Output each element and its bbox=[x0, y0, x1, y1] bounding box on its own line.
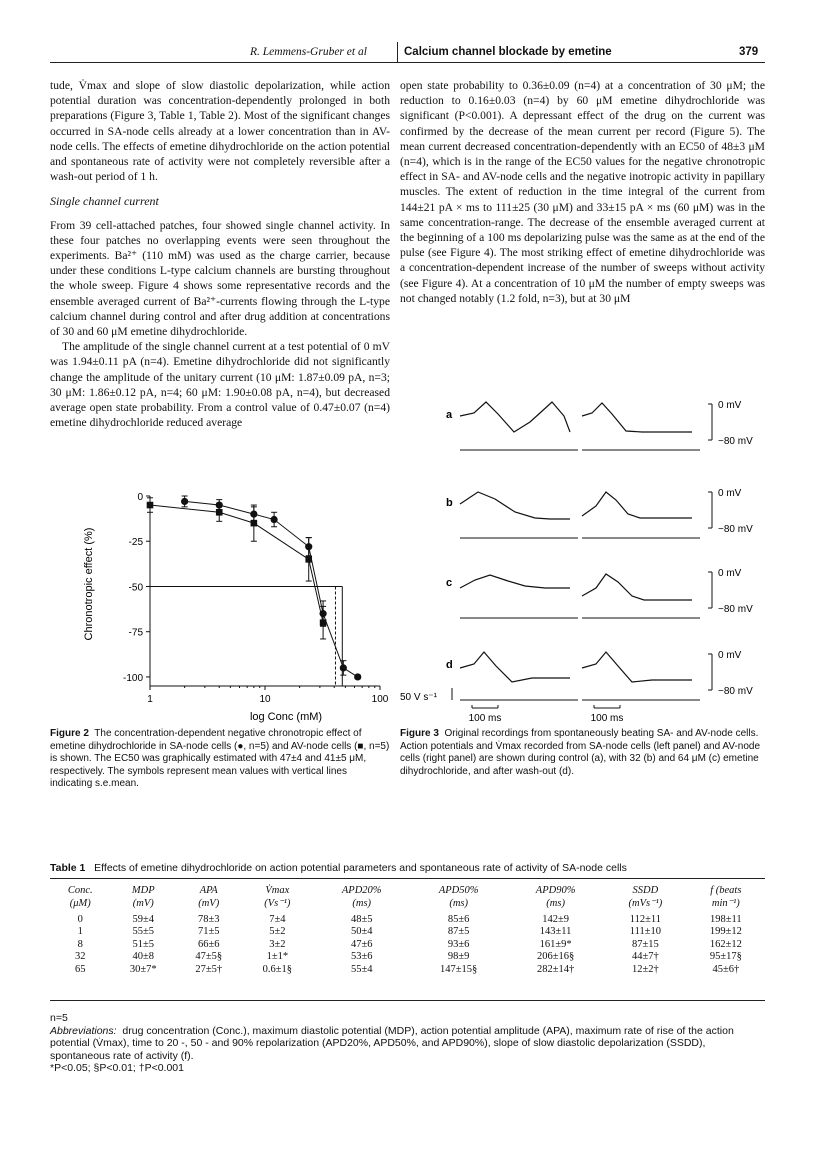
x-tick-label: 100 bbox=[371, 694, 389, 705]
table-row bbox=[50, 951, 765, 963]
x-axis-label: log Conc (mM) bbox=[249, 711, 323, 723]
table-header-line: (mVs⁻¹) bbox=[628, 898, 663, 909]
table-cell: 143±11 bbox=[539, 926, 572, 938]
x-tick-label: 1 bbox=[147, 694, 153, 705]
action-potential-trace bbox=[582, 403, 692, 432]
figure-3-recordings bbox=[400, 388, 765, 724]
table-header-cell bbox=[176, 884, 241, 914]
table-header-line: MDP bbox=[131, 885, 155, 896]
ec50-lines bbox=[150, 586, 342, 686]
table-header-cell bbox=[50, 884, 111, 914]
table-notes bbox=[50, 1012, 765, 1075]
data-point-sa bbox=[181, 498, 188, 505]
figure-2-caption bbox=[50, 728, 390, 791]
recording-rows bbox=[446, 400, 753, 700]
table-cell: 142±9 bbox=[542, 914, 569, 925]
table-header-line: APA bbox=[199, 885, 218, 896]
table-cell: 162±12 bbox=[709, 938, 742, 950]
table-header-cell bbox=[410, 884, 507, 914]
action-potential-trace bbox=[460, 492, 570, 519]
zero-mv-label: 0 mV bbox=[718, 650, 742, 661]
y-tick-label: -25 bbox=[128, 537, 143, 549]
table-cell: 282±14† bbox=[536, 963, 575, 975]
data-point-sa bbox=[271, 516, 278, 523]
table-cell: 50±4 bbox=[350, 926, 373, 938]
minus-80-mv-label: −80 mV bbox=[718, 604, 753, 615]
table-cell: 87±15 bbox=[631, 938, 659, 950]
x-tick-label: 10 bbox=[259, 694, 271, 705]
y-tick-label: -100 bbox=[122, 672, 143, 684]
table-header-line: V̇max bbox=[265, 885, 290, 896]
table-header-cell bbox=[604, 884, 687, 914]
right-paragraph-1: open state probability to 0.36±0.09 (n=4) at a concentration of 30 μM; the reduction to 0.16±0.03 (n=4) by 60 μM emetine dihydrochloride was significant (P<0.001). A depressant effect of the drug on the current was confirmed by the decrease of the mean current per record (Figure 5). The mean current decreased concentration-dependently with an EC50 of 48±3 μM (n=4), which is in the range of the EC50 values for the negative chronotropic effect in SA- and AV-node cells and the negative inotropic activity in papillary muscles. The extent of reduction in the time integral of the current from 144±21 pA × ms to 111±25 (30 μM) and 33±15 pA × ms (60 μM) was in the same concentration-range. The decrease of the ensemble averaged current at the beginning of a 100 ms depolarizing pulse was the same as at the end of the pulse (see Figure 4). The most striking effect of emetine dihydrochloride was a concentration-dependent increase of the number of sweeps without activity (see Figure 4). At a concentration of 10 μM the number of empty sweeps was not changed notably (1.2 fold, n=3), but at 30 μM bbox=[400, 79, 765, 305]
table-bottom-rule bbox=[50, 1000, 765, 1001]
table-header-line: APD20% bbox=[341, 885, 382, 896]
table-cell: 32 bbox=[75, 951, 86, 963]
table-abbreviations bbox=[50, 1025, 765, 1063]
table-cell: 40±8 bbox=[132, 951, 155, 963]
table-cell: 30±7* bbox=[129, 963, 157, 975]
figure-2-chart bbox=[50, 484, 390, 724]
table-header-line: Conc. bbox=[67, 885, 93, 896]
table-header-cell bbox=[313, 884, 410, 914]
minus-80-mv-label: −80 mV bbox=[718, 524, 753, 535]
table-header-cell bbox=[687, 884, 765, 914]
table-cell: 161±9* bbox=[539, 938, 572, 950]
left-paragraph-1: tude, V̇max and slope of slow diastolic depolarization, while action potential duration was concentration-dependently prolonged in both preparations (Figure 3, Table 1, Table 2). Most of the significant changes occurred in SA-node cells already at a lower concentration than in AV-node cells. The effects of emetine dihydrochloride on the action potential and spontaneous rate of activity were not completely reversible after a wash-out period of 1 h. bbox=[50, 79, 390, 184]
table-header-cell bbox=[507, 884, 604, 914]
table-cell: 199±12 bbox=[709, 926, 742, 938]
table-cell: 78±3 bbox=[197, 914, 220, 925]
table-cell: 5±2 bbox=[269, 926, 286, 938]
y-axis-label: Chronotropic effect (%) bbox=[83, 527, 95, 641]
figure-3-label: Figure 3 bbox=[400, 728, 439, 739]
action-potential-trace bbox=[460, 575, 570, 588]
time-scale-label: 100 ms bbox=[590, 713, 624, 724]
time-scale-label: 100 ms bbox=[468, 713, 502, 724]
table-row bbox=[50, 914, 765, 926]
table-header-line: SSDD bbox=[632, 885, 659, 896]
series-line-sa bbox=[185, 501, 358, 677]
header-rule bbox=[50, 62, 765, 63]
table-1 bbox=[50, 884, 765, 976]
table-cell: 87±5 bbox=[447, 926, 470, 938]
chart-marks bbox=[147, 496, 362, 681]
data-point-sa bbox=[354, 673, 361, 680]
row-label-b: b bbox=[446, 497, 453, 509]
zero-mv-label: 0 mV bbox=[718, 400, 742, 411]
table-cell: 45±6† bbox=[712, 963, 740, 975]
abbrev-label: Abbreviations: bbox=[50, 1024, 117, 1037]
table-row bbox=[50, 939, 765, 951]
figure-3-caption bbox=[400, 728, 765, 778]
action-potential-trace bbox=[460, 402, 570, 432]
scale-bars bbox=[400, 688, 623, 724]
table-header-line: (ms) bbox=[352, 898, 372, 909]
table-cell: 55±4 bbox=[350, 963, 373, 975]
table-cell: 55±5 bbox=[132, 926, 155, 938]
table-cell: 112±11 bbox=[629, 914, 661, 925]
table-1-title-text: Effects of emetine dihydrochloride on action potential parameters and spontaneous rate of activity of SA-node cells bbox=[94, 862, 627, 874]
y-tick-label: 0 bbox=[137, 492, 143, 503]
row-label-d: d bbox=[446, 659, 453, 671]
action-potential-trace bbox=[582, 492, 692, 518]
table-header-line: f (beats bbox=[710, 885, 742, 896]
running-head-author: R. Lemmens-Gruber et al bbox=[250, 46, 367, 58]
header-divider bbox=[397, 42, 398, 62]
data-point-av bbox=[147, 502, 154, 509]
row-label-c: c bbox=[446, 577, 453, 589]
table-cell: 48±5 bbox=[350, 914, 373, 925]
table-1-label: Table 1 bbox=[50, 862, 86, 874]
action-potential-trace bbox=[582, 652, 692, 682]
table-row bbox=[50, 964, 765, 976]
table-cell: 59±4 bbox=[132, 914, 155, 925]
table-header-line: (ms) bbox=[449, 898, 468, 909]
table-header-line: (mV) bbox=[198, 898, 220, 909]
table-cell: 8 bbox=[77, 938, 83, 950]
table-header-line: APD50% bbox=[438, 885, 479, 896]
table-cell: 12±2† bbox=[631, 963, 659, 975]
table-cell: 71±5 bbox=[197, 926, 220, 938]
table-significance: *P<0.05; §P<0.01; †P<0.001 bbox=[50, 1062, 184, 1074]
table-n-note: n=5 bbox=[50, 1012, 68, 1024]
data-point-av bbox=[216, 509, 223, 516]
vmax-scale-label: 50 V s⁻¹ bbox=[400, 692, 437, 703]
table-top-rule bbox=[50, 878, 765, 879]
data-point-av bbox=[305, 556, 312, 563]
table-header-line: (ms) bbox=[546, 898, 565, 909]
table-cell: 51±5 bbox=[132, 938, 155, 950]
y-tick-label: -75 bbox=[128, 627, 143, 639]
table-header-line: (μM) bbox=[69, 898, 91, 909]
left-column bbox=[50, 78, 390, 430]
left-paragraph-2: From 39 cell-attached patches, four showed single channel activity. In these four patches no overlapping events were seen throughout the experiments. Ba²⁺ (110 mM) was used as the charge carrier, because under these conditions L-type calcium channels are bursting throughout the whole sweep. Figure 4 shows some representative records and the ensemble averaged current of Ba²⁺-currents flowing through the L-type calcium channel during control and after drug addition at concentrations of 30 and 60 μM emetine dihydrochloride. bbox=[50, 218, 390, 339]
table-cell: 47±6 bbox=[350, 938, 373, 950]
table-cell: 66±6 bbox=[197, 938, 220, 950]
right-column bbox=[400, 78, 765, 306]
abbrev-text: drug concentration (Conc.), maximum diastolic potential (MDP), action potential amplitude (APA), maximum rate of rise of the action potential (V̇max), time to 20 -, 50 - and 90% repolarization (APD20%, APD50%, and APD90%), slope of slow diastolic depolarization (SSDD), spontaneous rate of activity (f). bbox=[50, 1024, 734, 1062]
table-cell: 206±16§ bbox=[536, 951, 575, 963]
row-label-a: a bbox=[446, 409, 453, 421]
table-cell: 93±6 bbox=[447, 938, 470, 950]
table-cell: 27±5† bbox=[195, 963, 223, 975]
minus-80-mv-label: −80 mV bbox=[718, 436, 753, 447]
table-cell: 47±5§ bbox=[195, 951, 223, 963]
table-cell: 95±17§ bbox=[709, 951, 742, 963]
table-row bbox=[50, 926, 765, 938]
table-cell: 198±11 bbox=[710, 914, 742, 925]
table-1-title bbox=[50, 862, 627, 874]
series-line-av bbox=[150, 505, 323, 623]
table-cell: 85±6 bbox=[447, 914, 470, 925]
table-cell: 7±4 bbox=[269, 914, 286, 925]
data-point-sa bbox=[340, 664, 347, 671]
table-cell: 1 bbox=[77, 926, 83, 938]
table-header-line: (mV) bbox=[132, 898, 154, 909]
action-potential-trace bbox=[582, 574, 692, 600]
table-cell: 0 bbox=[77, 914, 83, 925]
section-heading: Single channel current bbox=[50, 194, 159, 209]
data-point-av bbox=[251, 520, 258, 527]
table-cell: 147±15§ bbox=[440, 963, 478, 975]
table-cell: 111±10 bbox=[629, 926, 661, 938]
table-header-line: min⁻¹) bbox=[711, 898, 740, 909]
figure-2-label: Figure 2 bbox=[50, 728, 89, 739]
table-cell: 44±7† bbox=[631, 951, 659, 963]
zero-mv-label: 0 mV bbox=[718, 568, 742, 579]
figure-3-caption-text: Original recordings from spontaneously beating SA- and AV-node cells. Action potentials and V̇max recorded from SA-node cells (left panel) and AV-node cells (right panel) are shown during control (a), with 32 (b) and 64 μM (c) emetine dihydrochloride, and after wash-out (d). bbox=[400, 728, 761, 777]
left-paragraph-3: The amplitude of the single channel current at a test potential of 0 mV was 1.94±0.11 pA (n=4). Emetine dihydrochloride did not significantly change the amplitude of the unitary current (10 μM: 1.87±0.09 pA, n=3; 30 μM: 1.86±0.12 pA, n=4; 60 μM: 1.90±0.08 pA, n=4), but decreased average open state probability. From a control value of 0.47±0.07 (n=4) emetine dihydrochloride reduced average bbox=[50, 340, 390, 430]
data-point-av bbox=[320, 619, 327, 626]
zero-mv-label: 0 mV bbox=[718, 488, 742, 499]
y-tick-label: -50 bbox=[128, 582, 143, 594]
table-cell: 53±6 bbox=[350, 951, 373, 963]
running-head-title: Calcium channel blockade by emetine bbox=[404, 46, 612, 58]
table-cell: 1±1* bbox=[266, 951, 289, 963]
table-cell: 3±2 bbox=[269, 938, 286, 950]
minus-80-mv-label: −80 mV bbox=[718, 686, 753, 697]
table-body bbox=[50, 914, 765, 976]
table-header-cell bbox=[111, 884, 176, 914]
action-potential-trace bbox=[460, 652, 570, 682]
page-number: 379 bbox=[739, 46, 759, 58]
table-cell: 65 bbox=[75, 963, 86, 975]
figure-2-caption-text: The concentration-dependent negative chronotropic effect of emetine dihydrochloride in SA-node cells (●, n=5) and AV-node cells (■, n=5) is shown. The EC50 was graphically estimated with 47±4 and 41±5 μM, respectively. The symbols represent mean values with vertical lines indicating s.e.mean. bbox=[50, 728, 390, 790]
table-header-row bbox=[50, 884, 765, 914]
table-cell: 98±9 bbox=[447, 951, 470, 963]
table-header-line: (Vs⁻¹) bbox=[264, 898, 291, 909]
table-cell: 0.6±1§ bbox=[262, 963, 293, 975]
table-header-line: APD90% bbox=[535, 885, 576, 896]
table-header-cell bbox=[241, 884, 313, 914]
